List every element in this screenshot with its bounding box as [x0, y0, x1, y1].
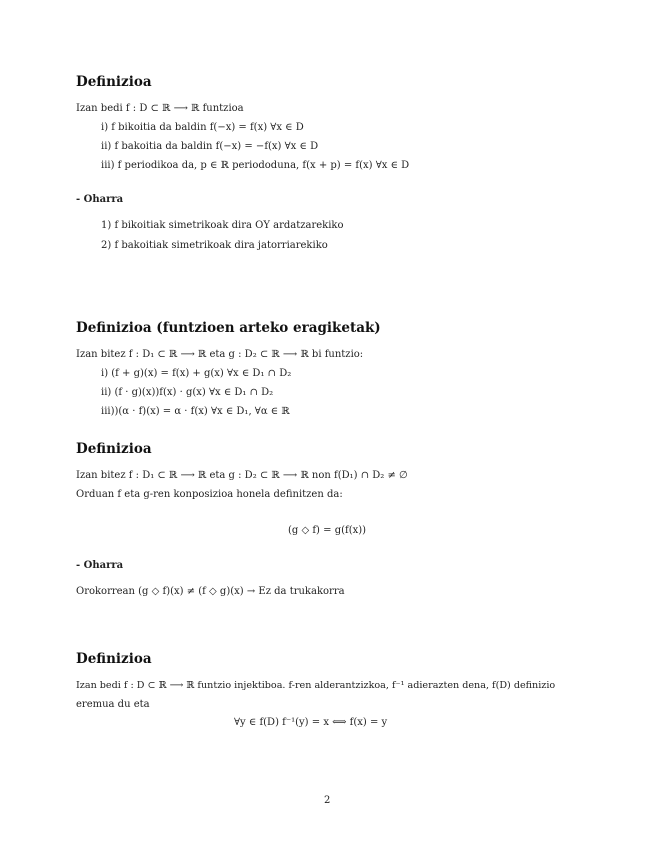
section2-intro: Izan bitez f : D₁ ⊂ ℝ ⟶ ℝ eta g : D₂ ⊂ ℝ ⟶ ℝ bi funtzio: [76, 349, 364, 360]
section4-heading: Definizioa [76, 651, 152, 667]
section1-intro: Izan bedi f : D ⊂ ℝ ⟶ ℝ funtzioa [76, 103, 244, 114]
section2-item-1: i) (f + g)(x) = f(x) + g(x) ∀x ∈ D₁ ∩ D₂ [101, 368, 292, 379]
section1-item-2: ii) f bakoitia da baldin f(−x) = −f(x) ∀x ∈ D [101, 141, 319, 152]
section4-formula: ∀y ∈ f(D) f⁻¹(y) = x ⟺ f(x) = y [234, 717, 388, 728]
page-number: 2 [324, 795, 331, 806]
section1-heading: Definizioa [76, 74, 152, 90]
section3-note-heading: - Oharra [76, 560, 124, 571]
section1-item-1: i) f bikoitia da baldin f(−x) = f(x) ∀x ∈ D [101, 122, 304, 133]
section2-heading: Definizioa (funtzioen arteko eragiketak) [76, 320, 381, 336]
section3-heading: Definizioa [76, 441, 152, 457]
section3-note: Orokorrean (g ◇ f)(x) ≠ (f ◇ g)(x) → Ez da trukakorra [76, 586, 345, 597]
section1-item-3: iii) f periodikoa da, p ∈ ℝ periododuna, f(x + p) = f(x) ∀x ∈ D [101, 160, 410, 171]
section2-item-3: iii))(α · f)(x) = α · f(x) ∀x ∈ D₁, ∀α ∈ ℝ [101, 406, 290, 417]
section3-intro: Izan bitez f : D₁ ⊂ ℝ ⟶ ℝ eta g : D₂ ⊂ ℝ ⟶ ℝ non f(D₁) ∩ D₂ ≠ ∅ [76, 470, 408, 481]
section1-note-2: 2) f bakoitiak simetrikoak dira jatorriarekiko [101, 240, 328, 251]
section3-line2: Orduan f eta g-ren konposizioa honela definitzen da: [76, 489, 343, 500]
section4-line2: eremua du eta [76, 699, 150, 710]
section1-note-heading: - Oharra [76, 194, 124, 205]
section1-note-1: 1) f bikoitiak simetrikoak dira OY ardatzarekiko [101, 220, 344, 231]
section3-formula: (g ◇ f) = g(f(x)) [288, 525, 367, 536]
section4-line1: Izan bedi f : D ⊂ ℝ ⟶ ℝ funtzio injektiboa. f-ren alderantzizkoa, f⁻¹ adierazten dena, f(D) definizio [76, 680, 556, 691]
section2-item-2: ii) (f · g)(x))f(x) · g(x) ∀x ∈ D₁ ∩ D₂ [101, 387, 274, 398]
